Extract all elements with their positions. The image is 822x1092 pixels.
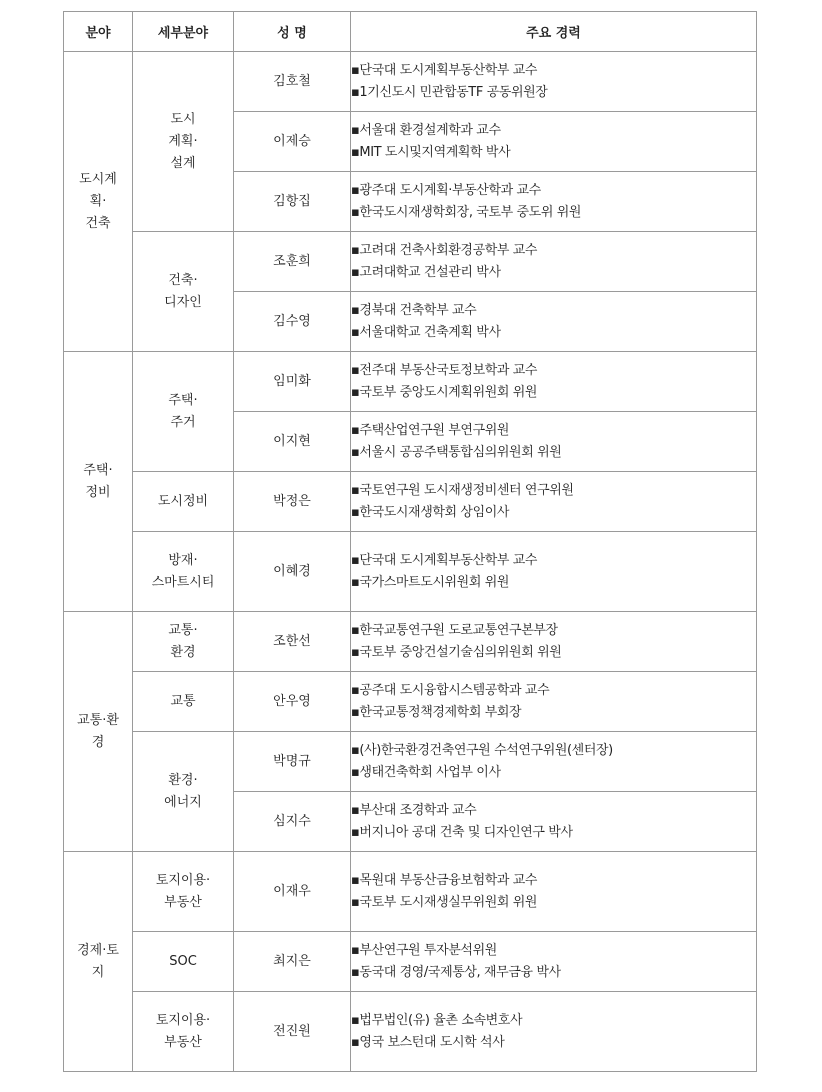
member-name: 박명규 xyxy=(234,732,351,792)
career-cell: ▪전주대 부동산국토정보학과 교수 ▪국토부 중앙도시계획위원회 위원 xyxy=(351,352,757,412)
subfield-cell: 교통· 환경 xyxy=(133,612,234,672)
member-name: 임미화 xyxy=(234,352,351,412)
member-name: 심지수 xyxy=(234,792,351,852)
member-name: 김수영 xyxy=(234,292,351,352)
subfield-cell: 환경· 에너지 xyxy=(133,732,234,852)
career-cell: ▪단국대 도시계획부동산학부 교수 ▪1기신도시 민관합동TF 공동위원장 xyxy=(351,52,757,112)
table-row xyxy=(64,472,757,532)
member-name: 김호철 xyxy=(234,52,351,112)
header-row xyxy=(64,12,757,52)
career-cell: ▪국토연구원 도시재생정비센터 연구위원 ▪한국도시재생학회 상임이사 xyxy=(351,472,757,532)
member-name: 이재우 xyxy=(234,852,351,932)
subfield-cell: 교통 xyxy=(133,672,234,732)
career-cell: ▪(사)한국환경건축연구원 수석연구위원(센터장) ▪생태건축학회 사업부 이사 xyxy=(351,732,757,792)
subfield-cell: 방재· 스마트시티 xyxy=(133,532,234,612)
member-name: 이혜경 xyxy=(234,532,351,612)
member-name: 조한선 xyxy=(234,612,351,672)
table-row xyxy=(64,932,757,992)
table-row xyxy=(64,232,757,292)
member-name: 안우영 xyxy=(234,672,351,732)
subfield-cell: 건축· 디자인 xyxy=(133,232,234,352)
header-field: 분야 xyxy=(64,12,133,52)
career-cell: ▪광주대 도시계획·부동산학과 교수 ▪한국도시재생학회장, 국토부 중도위 위원 xyxy=(351,172,757,232)
career-cell: ▪부산대 조경학과 교수 ▪버지니아 공대 건축 및 디자인연구 박사 xyxy=(351,792,757,852)
field-cell: 교통·환 경 xyxy=(64,612,133,852)
subfield-cell: 토지이용· 부동산 xyxy=(133,992,234,1072)
table-row xyxy=(64,532,757,612)
career-cell: ▪공주대 도시융합시스템공학과 교수 ▪한국교통정책경제학회 부회장 xyxy=(351,672,757,732)
committee-roster-table xyxy=(63,11,757,1072)
member-name: 박정은 xyxy=(234,472,351,532)
career-cell: ▪서울대 환경설계학과 교수 ▪MIT 도시및지역계획학 박사 xyxy=(351,112,757,172)
career-cell: ▪목원대 부동산금융보험학과 교수 ▪국토부 도시재생실무위원회 위원 xyxy=(351,852,757,932)
subfield-cell: SOC xyxy=(133,932,234,992)
career-cell: ▪단국대 도시계획부동산학부 교수 ▪국가스마트도시위원회 위원 xyxy=(351,532,757,612)
subfield-cell: 주택· 주거 xyxy=(133,352,234,472)
member-name: 이지현 xyxy=(234,412,351,472)
member-name: 이제승 xyxy=(234,112,351,172)
table-row xyxy=(64,612,757,672)
career-cell: ▪고려대 건축사회환경공학부 교수 ▪고려대학교 건설관리 박사 xyxy=(351,232,757,292)
table-row xyxy=(64,852,757,932)
career-cell: ▪한국교통연구원 도로교통연구본부장 ▪국토부 중앙건설기술심의위원회 위원 xyxy=(351,612,757,672)
career-cell: ▪법무법인(유) 율촌 소속변호사 ▪영국 보스턴대 도시학 석사 xyxy=(351,992,757,1072)
career-cell: ▪부산연구원 투자분석위원 ▪동국대 경영/국제통상, 재무금융 박사 xyxy=(351,932,757,992)
member-name: 조훈희 xyxy=(234,232,351,292)
header-subfield: 세부분야 xyxy=(133,12,234,52)
field-cell: 경제·토 지 xyxy=(64,852,133,1072)
header-career: 주요 경력 xyxy=(351,12,757,52)
subfield-cell: 토지이용· 부동산 xyxy=(133,852,234,932)
table-row xyxy=(64,672,757,732)
table-row xyxy=(64,992,757,1072)
table-row xyxy=(64,732,757,792)
field-cell: 주택· 정비 xyxy=(64,352,133,612)
header-name: 성 명 xyxy=(234,12,351,52)
member-name: 전진원 xyxy=(234,992,351,1072)
career-cell: ▪경북대 건축학부 교수 ▪서울대학교 건축계획 박사 xyxy=(351,292,757,352)
career-cell: ▪주택산업연구원 부연구위원 ▪서울시 공공주택통합심의위원회 위원 xyxy=(351,412,757,472)
field-cell: 도시계 획· 건축 xyxy=(64,52,133,352)
table-row xyxy=(64,52,757,112)
table-row xyxy=(64,352,757,412)
subfield-cell: 도시정비 xyxy=(133,472,234,532)
member-name: 김항집 xyxy=(234,172,351,232)
subfield-cell: 도시 계획· 설계 xyxy=(133,52,234,232)
member-name: 최지은 xyxy=(234,932,351,992)
